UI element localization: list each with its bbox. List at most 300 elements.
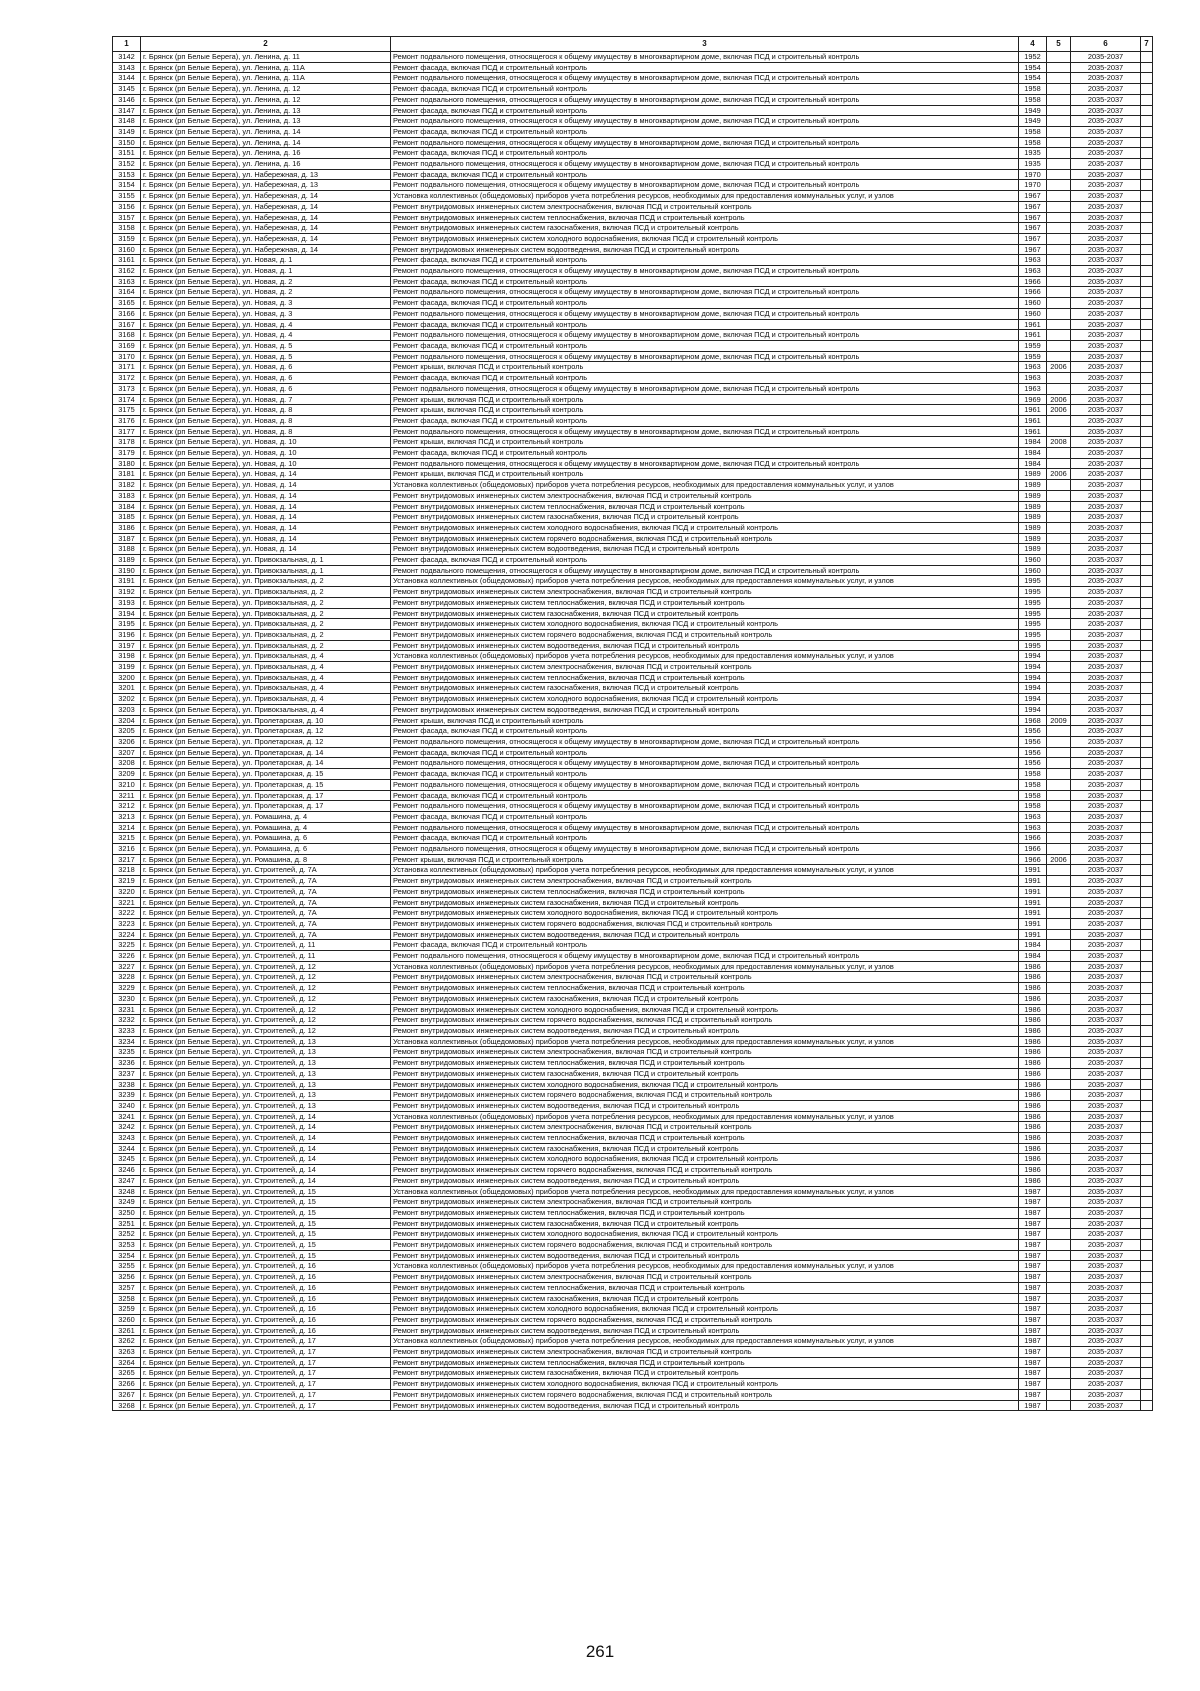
planned-period-cell: 2035-2037	[1071, 533, 1141, 544]
planned-period-cell: 2035-2037	[1071, 983, 1141, 994]
address-cell: г. Брянск (рп Белые Берега), ул. Привокзальная, д. 2	[141, 619, 391, 630]
work-type-cell: Ремонт внутридомовых инженерных систем холодного водоснабжения, включая ПСД и строительный контроль	[391, 1379, 1019, 1390]
planned-period-cell: 2035-2037	[1071, 1357, 1141, 1368]
extra-cell	[1141, 1068, 1153, 1079]
last-repair-year-cell	[1047, 1229, 1071, 1240]
last-repair-year-cell	[1047, 662, 1071, 673]
table-row	[113, 597, 1153, 608]
build-year-cell: 1987	[1019, 1400, 1047, 1411]
extra-cell	[1141, 319, 1153, 330]
table-row	[113, 94, 1153, 105]
table-row	[113, 811, 1153, 822]
last-repair-year-cell	[1047, 1058, 1071, 1069]
build-year-cell: 1989	[1019, 533, 1047, 544]
table-body	[113, 52, 1153, 1411]
extra-cell	[1141, 1090, 1153, 1101]
extra-cell	[1141, 1240, 1153, 1251]
planned-period-cell: 2035-2037	[1071, 1122, 1141, 1133]
extra-cell	[1141, 191, 1153, 202]
last-repair-year-cell	[1047, 116, 1071, 127]
work-type-cell: Ремонт подвального помещения, относящегося к общему имуществу в многоквартирном доме, включая ПСД и строительный контроль	[391, 266, 1019, 277]
extra-cell	[1141, 340, 1153, 351]
extra-cell	[1141, 597, 1153, 608]
row-number-cell: 3265	[113, 1368, 141, 1379]
extra-cell	[1141, 1025, 1153, 1036]
work-type-cell: Ремонт фасада, включая ПСД и строительный контроль	[391, 126, 1019, 137]
last-repair-year-cell	[1047, 993, 1071, 1004]
address-cell: г. Брянск (рп Белые Берега), ул. Строителей, д. 14	[141, 1122, 391, 1133]
work-type-cell: Ремонт внутридомовых инженерных систем электроснабжения, включая ПСД и строительный контроль	[391, 490, 1019, 501]
build-year-cell: 1958	[1019, 94, 1047, 105]
planned-period-cell: 2035-2037	[1071, 1015, 1141, 1026]
row-number-cell: 3260	[113, 1314, 141, 1325]
work-type-cell: Ремонт фасада, включая ПСД и строительный контроль	[391, 105, 1019, 116]
last-repair-year-cell	[1047, 918, 1071, 929]
build-year-cell: 1986	[1019, 1047, 1047, 1058]
build-year-cell: 1959	[1019, 351, 1047, 362]
work-type-cell: Ремонт фасада, включая ПСД и строительный контроль	[391, 148, 1019, 159]
build-year-cell: 1987	[1019, 1336, 1047, 1347]
last-repair-year-cell	[1047, 683, 1071, 694]
last-repair-year-cell	[1047, 972, 1071, 983]
extra-cell	[1141, 73, 1153, 84]
extra-cell	[1141, 565, 1153, 576]
document-sheet	[112, 36, 1152, 1411]
last-repair-year-cell	[1047, 961, 1071, 972]
planned-period-cell: 2035-2037	[1071, 629, 1141, 640]
last-repair-year-cell	[1047, 704, 1071, 715]
work-type-cell: Ремонт внутридомовых инженерных систем холодного водоснабжения, включая ПСД и строительный контроль	[391, 1004, 1019, 1015]
build-year-cell: 1989	[1019, 512, 1047, 523]
build-year-cell: 1987	[1019, 1240, 1047, 1251]
work-type-cell: Ремонт подвального помещения, относящегося к общему имуществу в многоквартирном доме, включая ПСД и строительный контроль	[391, 287, 1019, 298]
row-number-cell: 3194	[113, 608, 141, 619]
planned-period-cell: 2035-2037	[1071, 1282, 1141, 1293]
last-repair-year-cell	[1047, 1143, 1071, 1154]
address-cell: г. Брянск (рп Белые Берега), ул. Строителей, д. 13	[141, 1100, 391, 1111]
planned-period-cell: 2035-2037	[1071, 340, 1141, 351]
row-number-cell: 3146	[113, 94, 141, 105]
table-row	[113, 362, 1153, 373]
last-repair-year-cell	[1047, 84, 1071, 95]
extra-cell	[1141, 940, 1153, 951]
row-number-cell: 3169	[113, 340, 141, 351]
planned-period-cell: 2035-2037	[1071, 672, 1141, 683]
row-number-cell: 3201	[113, 683, 141, 694]
table-row	[113, 319, 1153, 330]
extra-cell	[1141, 62, 1153, 73]
row-number-cell: 3147	[113, 105, 141, 116]
address-cell: г. Брянск (рп Белые Берега), ул. Строителей, д. 16	[141, 1314, 391, 1325]
table-row	[113, 1090, 1153, 1101]
work-type-cell: Ремонт подвального помещения, относящегося к общему имуществу в многоквартирном доме, включая ПСД и строительный контроль	[391, 180, 1019, 191]
row-number-cell: 3154	[113, 180, 141, 191]
table-row	[113, 544, 1153, 555]
extra-cell	[1141, 1336, 1153, 1347]
planned-period-cell: 2035-2037	[1071, 940, 1141, 951]
address-cell: г. Брянск (рп Белые Берега), ул. Строителей, д. 7А	[141, 929, 391, 940]
table-row	[113, 1304, 1153, 1315]
extra-cell	[1141, 1058, 1153, 1069]
extra-cell	[1141, 833, 1153, 844]
last-repair-year-cell	[1047, 1165, 1071, 1176]
address-cell: г. Брянск (рп Белые Берега), ул. Строителей, д. 15	[141, 1197, 391, 1208]
last-repair-year-cell	[1047, 458, 1071, 469]
extra-cell	[1141, 405, 1153, 416]
work-type-cell: Ремонт крыши, включая ПСД и строительный контроль	[391, 469, 1019, 480]
address-cell: г. Брянск (рп Белые Берега), ул. Новая, д. 4	[141, 319, 391, 330]
planned-period-cell: 2035-2037	[1071, 426, 1141, 437]
last-repair-year-cell	[1047, 555, 1071, 566]
address-cell: г. Брянск (рп Белые Берега), ул. Новая, д. 7	[141, 394, 391, 405]
build-year-cell: 1986	[1019, 1165, 1047, 1176]
extra-cell	[1141, 576, 1153, 587]
planned-period-cell: 2035-2037	[1071, 608, 1141, 619]
table-row	[113, 276, 1153, 287]
build-year-cell: 1960	[1019, 565, 1047, 576]
last-repair-year-cell	[1047, 672, 1071, 683]
table-row	[113, 737, 1153, 748]
build-year-cell: 1991	[1019, 897, 1047, 908]
address-cell: г. Брянск (рп Белые Берега), ул. Привокзальная, д. 2	[141, 640, 391, 651]
row-number-cell: 3177	[113, 426, 141, 437]
table-row	[113, 1240, 1153, 1251]
table-row	[113, 1025, 1153, 1036]
address-cell: г. Брянск (рп Белые Берега), ул. Строителей, д. 15	[141, 1250, 391, 1261]
row-number-cell: 3187	[113, 533, 141, 544]
table-row	[113, 298, 1153, 309]
extra-cell	[1141, 308, 1153, 319]
build-year-cell: 1991	[1019, 886, 1047, 897]
extra-cell	[1141, 490, 1153, 501]
last-repair-year-cell	[1047, 373, 1071, 384]
address-cell: г. Брянск (рп Белые Берега), ул. Строителей, д. 15	[141, 1207, 391, 1218]
row-number-cell: 3170	[113, 351, 141, 362]
build-year-cell: 1970	[1019, 180, 1047, 191]
table-row	[113, 1197, 1153, 1208]
work-type-cell: Ремонт внутридомовых инженерных систем электроснабжения, включая ПСД и строительный контроль	[391, 587, 1019, 598]
table-row	[113, 1175, 1153, 1186]
planned-period-cell: 2035-2037	[1071, 1293, 1141, 1304]
address-cell: г. Брянск (рп Белые Берега), ул. Строителей, д. 15	[141, 1186, 391, 1197]
address-cell: г. Брянск (рп Белые Берега), ул. Строителей, д. 15	[141, 1218, 391, 1229]
table-row	[113, 1347, 1153, 1358]
table-row	[113, 940, 1153, 951]
build-year-cell: 1958	[1019, 801, 1047, 812]
extra-cell	[1141, 651, 1153, 662]
address-cell: г. Брянск (рп Белые Берега), ул. Набережная, д. 13	[141, 180, 391, 191]
build-year-cell: 1987	[1019, 1272, 1047, 1283]
work-type-cell: Ремонт внутридомовых инженерных систем электроснабжения, включая ПСД и строительный контроль	[391, 1197, 1019, 1208]
planned-period-cell: 2035-2037	[1071, 73, 1141, 84]
table-row	[113, 822, 1153, 833]
work-type-cell: Ремонт фасада, включая ПСД и строительный контроль	[391, 940, 1019, 951]
address-cell: г. Брянск (рп Белые Берега), ул. Новая, д. 6	[141, 373, 391, 384]
work-type-cell: Ремонт внутридомовых инженерных систем водоотведения, включая ПСД и строительный контроль	[391, 1400, 1019, 1411]
address-cell: г. Брянск (рп Белые Берега), ул. Ромашина, д. 6	[141, 833, 391, 844]
planned-period-cell: 2035-2037	[1071, 1036, 1141, 1047]
last-repair-year-cell	[1047, 233, 1071, 244]
row-number-cell: 3157	[113, 212, 141, 223]
address-cell: г. Брянск (рп Белые Берега), ул. Строителей, д. 7А	[141, 876, 391, 887]
row-number-cell: 3195	[113, 619, 141, 630]
work-type-cell: Ремонт фасада, включая ПСД и строительный контроль	[391, 276, 1019, 287]
extra-cell	[1141, 769, 1153, 780]
planned-period-cell: 2035-2037	[1071, 1389, 1141, 1400]
row-number-cell: 3158	[113, 223, 141, 234]
row-number-cell: 3173	[113, 383, 141, 394]
last-repair-year-cell	[1047, 266, 1071, 277]
table-row	[113, 1111, 1153, 1122]
table-row	[113, 244, 1153, 255]
planned-period-cell: 2035-2037	[1071, 373, 1141, 384]
last-repair-year-cell	[1047, 1079, 1071, 1090]
extra-cell	[1141, 908, 1153, 919]
address-cell: г. Брянск (рп Белые Берега), ул. Пролетарская, д. 15	[141, 779, 391, 790]
table-row	[113, 608, 1153, 619]
planned-period-cell: 2035-2037	[1071, 105, 1141, 116]
row-number-cell: 3165	[113, 298, 141, 309]
extra-cell	[1141, 672, 1153, 683]
work-type-cell: Ремонт фасада, включая ПСД и строительный контроль	[391, 833, 1019, 844]
last-repair-year-cell	[1047, 1036, 1071, 1047]
address-cell: г. Брянск (рп Белые Берега), ул. Привокзальная, д. 4	[141, 694, 391, 705]
extra-cell	[1141, 116, 1153, 127]
address-cell: г. Брянск (рп Белые Берега), ул. Новая, д. 6	[141, 383, 391, 394]
build-year-cell: 1987	[1019, 1229, 1047, 1240]
table-row	[113, 758, 1153, 769]
address-cell: г. Брянск (рп Белые Берега), ул. Новая, д. 14	[141, 469, 391, 480]
planned-period-cell: 2035-2037	[1071, 640, 1141, 651]
planned-period-cell: 2035-2037	[1071, 458, 1141, 469]
last-repair-year-cell	[1047, 490, 1071, 501]
work-type-cell: Ремонт фасада, включая ПСД и строительный контроль	[391, 62, 1019, 73]
table-row	[113, 201, 1153, 212]
build-year-cell: 1963	[1019, 373, 1047, 384]
planned-period-cell: 2035-2037	[1071, 191, 1141, 202]
row-number-cell: 3198	[113, 651, 141, 662]
row-number-cell: 3172	[113, 373, 141, 384]
address-cell: г. Брянск (рп Белые Берега), ул. Привокзальная, д. 1	[141, 555, 391, 566]
table-row	[113, 844, 1153, 855]
work-type-cell: Ремонт подвального помещения, относящегося к общему имуществу в многоквартирном доме, включая ПСД и строительный контроль	[391, 458, 1019, 469]
last-repair-year-cell	[1047, 159, 1071, 170]
extra-cell	[1141, 1154, 1153, 1165]
table-row	[113, 1133, 1153, 1144]
address-cell: г. Брянск (рп Белые Берега), ул. Строителей, д. 12	[141, 961, 391, 972]
extra-cell	[1141, 1389, 1153, 1400]
extra-cell	[1141, 512, 1153, 523]
row-number-cell: 3254	[113, 1250, 141, 1261]
table-row	[113, 1036, 1153, 1047]
work-type-cell: Ремонт внутридомовых инженерных систем водоотведения, включая ПСД и строительный контроль	[391, 929, 1019, 940]
work-type-cell: Ремонт внутридомовых инженерных систем электроснабжения, включая ПСД и строительный контроль	[391, 1347, 1019, 1358]
work-type-cell: Ремонт внутридомовых инженерных систем горячего водоснабжения, включая ПСД и строительный контроль	[391, 918, 1019, 929]
planned-period-cell: 2035-2037	[1071, 1218, 1141, 1229]
row-number-cell: 3256	[113, 1272, 141, 1283]
work-type-cell: Ремонт внутридомовых инженерных систем холодного водоснабжения, включая ПСД и строительный контроль	[391, 694, 1019, 705]
build-year-cell: 1958	[1019, 137, 1047, 148]
work-type-cell: Ремонт внутридомовых инженерных систем теплоснабжения, включая ПСД и строительный контроль	[391, 1133, 1019, 1144]
work-type-cell: Ремонт подвального помещения, относящегося к общему имуществу в многоквартирном доме, включая ПСД и строительный контроль	[391, 52, 1019, 63]
table-row	[113, 779, 1153, 790]
work-type-cell: Ремонт фасада, включая ПСД и строительный контроль	[391, 373, 1019, 384]
address-cell: г. Брянск (рп Белые Берега), ул. Строителей, д. 12	[141, 1004, 391, 1015]
table-row	[113, 233, 1153, 244]
work-type-cell: Ремонт подвального помещения, относящегося к общему имуществу в многоквартирном доме, включая ПСД и строительный контроль	[391, 822, 1019, 833]
last-repair-year-cell	[1047, 201, 1071, 212]
row-number-cell: 3264	[113, 1357, 141, 1368]
row-number-cell: 3251	[113, 1218, 141, 1229]
work-type-cell: Ремонт внутридомовых инженерных систем горячего водоснабжения, включая ПСД и строительный контроль	[391, 1165, 1019, 1176]
extra-cell	[1141, 233, 1153, 244]
address-cell: г. Брянск (рп Белые Берега), ул. Строителей, д. 17	[141, 1400, 391, 1411]
address-cell: г. Брянск (рп Белые Берега), ул. Набережная, д. 14	[141, 191, 391, 202]
planned-period-cell: 2035-2037	[1071, 683, 1141, 694]
work-type-cell: Ремонт фасада, включая ПСД и строительный контроль	[391, 84, 1019, 95]
address-cell: г. Брянск (рп Белые Берега), ул. Строителей, д. 14	[141, 1175, 391, 1186]
table-row	[113, 726, 1153, 737]
work-type-cell: Ремонт подвального помещения, относящегося к общему имуществу в многоквартирном доме, включая ПСД и строительный контроль	[391, 73, 1019, 84]
extra-cell	[1141, 201, 1153, 212]
build-year-cell: 1987	[1019, 1314, 1047, 1325]
planned-period-cell: 2035-2037	[1071, 116, 1141, 127]
work-type-cell: Ремонт внутридомовых инженерных систем водоотведения, включая ПСД и строительный контроль	[391, 544, 1019, 555]
planned-period-cell: 2035-2037	[1071, 972, 1141, 983]
row-number-cell: 3234	[113, 1036, 141, 1047]
extra-cell	[1141, 1111, 1153, 1122]
last-repair-year-cell	[1047, 512, 1071, 523]
work-type-cell: Ремонт фасада, включая ПСД и строительный контроль	[391, 340, 1019, 351]
extra-cell	[1141, 1347, 1153, 1358]
build-year-cell: 1991	[1019, 918, 1047, 929]
planned-period-cell: 2035-2037	[1071, 298, 1141, 309]
extra-cell	[1141, 137, 1153, 148]
extra-cell	[1141, 854, 1153, 865]
planned-period-cell: 2035-2037	[1071, 1325, 1141, 1336]
work-type-cell: Ремонт подвального помещения, относящегося к общему имуществу в многоквартирном доме, включая ПСД и строительный контроль	[391, 801, 1019, 812]
last-repair-year-cell	[1047, 1325, 1071, 1336]
build-year-cell: 1958	[1019, 126, 1047, 137]
work-type-cell: Ремонт внутридомовых инженерных систем водоотведения, включая ПСД и строительный контроль	[391, 1025, 1019, 1036]
table-row	[113, 1293, 1153, 1304]
last-repair-year-cell	[1047, 908, 1071, 919]
extra-cell	[1141, 972, 1153, 983]
address-cell: г. Брянск (рп Белые Берега), ул. Новая, д. 1	[141, 266, 391, 277]
row-number-cell: 3217	[113, 854, 141, 865]
work-type-cell: Ремонт внутридомовых инженерных систем холодного водоснабжения, включая ПСД и строительный контроль	[391, 1304, 1019, 1315]
table-row	[113, 983, 1153, 994]
planned-period-cell: 2035-2037	[1071, 694, 1141, 705]
work-type-cell: Ремонт фасада, включая ПСД и строительный контроль	[391, 747, 1019, 758]
build-year-cell: 1984	[1019, 940, 1047, 951]
last-repair-year-cell	[1047, 1368, 1071, 1379]
table-row	[113, 52, 1153, 63]
build-year-cell: 1987	[1019, 1186, 1047, 1197]
address-cell: г. Брянск (рп Белые Берега), ул. Строителей, д. 11	[141, 940, 391, 951]
build-year-cell: 1967	[1019, 244, 1047, 255]
last-repair-year-cell	[1047, 983, 1071, 994]
row-number-cell: 3243	[113, 1133, 141, 1144]
table-row	[113, 961, 1153, 972]
table-row	[113, 1186, 1153, 1197]
extra-cell	[1141, 983, 1153, 994]
build-year-cell: 1956	[1019, 726, 1047, 737]
table-row	[113, 522, 1153, 533]
table-row	[113, 619, 1153, 630]
extra-cell	[1141, 587, 1153, 598]
work-type-cell: Ремонт внутридомовых инженерных систем водоотведения, включая ПСД и строительный контроль	[391, 1250, 1019, 1261]
build-year-cell: 1958	[1019, 790, 1047, 801]
planned-period-cell: 2035-2037	[1071, 576, 1141, 587]
work-type-cell: Ремонт фасада, включая ПСД и строительный контроль	[391, 255, 1019, 266]
extra-cell	[1141, 437, 1153, 448]
table-row	[113, 1379, 1153, 1390]
last-repair-year-cell	[1047, 330, 1071, 341]
table-row	[113, 1218, 1153, 1229]
extra-cell	[1141, 276, 1153, 287]
last-repair-year-cell	[1047, 52, 1071, 63]
work-type-cell: Ремонт подвального помещения, относящегося к общему имуществу в многоквартирном доме, включая ПСД и строительный контроль	[391, 758, 1019, 769]
planned-period-cell: 2035-2037	[1071, 276, 1141, 287]
table-row	[113, 1325, 1153, 1336]
last-repair-year-cell	[1047, 886, 1071, 897]
build-year-cell: 1995	[1019, 587, 1047, 598]
work-type-cell: Ремонт внутридомовых инженерных систем газоснабжения, включая ПСД и строительный контроль	[391, 223, 1019, 234]
extra-cell	[1141, 1004, 1153, 1015]
extra-cell	[1141, 1047, 1153, 1058]
planned-period-cell: 2035-2037	[1071, 1207, 1141, 1218]
row-number-cell: 3151	[113, 148, 141, 159]
work-type-cell: Ремонт крыши, включая ПСД и строительный контроль	[391, 715, 1019, 726]
table-row	[113, 993, 1153, 1004]
extra-cell	[1141, 223, 1153, 234]
last-repair-year-cell	[1047, 737, 1071, 748]
planned-period-cell: 2035-2037	[1071, 287, 1141, 298]
address-cell: г. Брянск (рп Белые Берега), ул. Ленина, д. 14	[141, 137, 391, 148]
repair-schedule-table	[112, 36, 1153, 1411]
last-repair-year-cell	[1047, 597, 1071, 608]
build-year-cell: 1958	[1019, 779, 1047, 790]
address-cell: г. Брянск (рп Белые Берега), ул. Строителей, д. 14	[141, 1165, 391, 1176]
row-number-cell: 3227	[113, 961, 141, 972]
build-year-cell: 1986	[1019, 1122, 1047, 1133]
row-number-cell: 3261	[113, 1325, 141, 1336]
row-number-cell: 3160	[113, 244, 141, 255]
last-repair-year-cell	[1047, 833, 1071, 844]
build-year-column-header: 4	[1019, 37, 1047, 52]
work-type-cell: Ремонт внутридомовых инженерных систем водоотведения, включая ПСД и строительный контроль	[391, 1100, 1019, 1111]
table-row	[113, 769, 1153, 780]
row-number-cell: 3252	[113, 1229, 141, 1240]
build-year-cell: 1956	[1019, 737, 1047, 748]
last-repair-year-cell	[1047, 533, 1071, 544]
table-row	[113, 1272, 1153, 1283]
build-year-cell: 1966	[1019, 844, 1047, 855]
extra-cell	[1141, 758, 1153, 769]
planned-period-cell: 2035-2037	[1071, 704, 1141, 715]
planned-period-column-header: 6	[1071, 37, 1141, 52]
extra-cell	[1141, 608, 1153, 619]
address-cell: г. Брянск (рп Белые Берега), ул. Строителей, д. 15	[141, 1229, 391, 1240]
address-cell: г. Брянск (рп Белые Берега), ул. Набережная, д. 14	[141, 233, 391, 244]
extra-cell	[1141, 993, 1153, 1004]
extra-cell	[1141, 469, 1153, 480]
row-number-cell: 3258	[113, 1293, 141, 1304]
extra-cell	[1141, 1272, 1153, 1283]
address-cell: г. Брянск (рп Белые Берега), ул. Строителей, д. 13	[141, 1036, 391, 1047]
table-row	[113, 62, 1153, 73]
